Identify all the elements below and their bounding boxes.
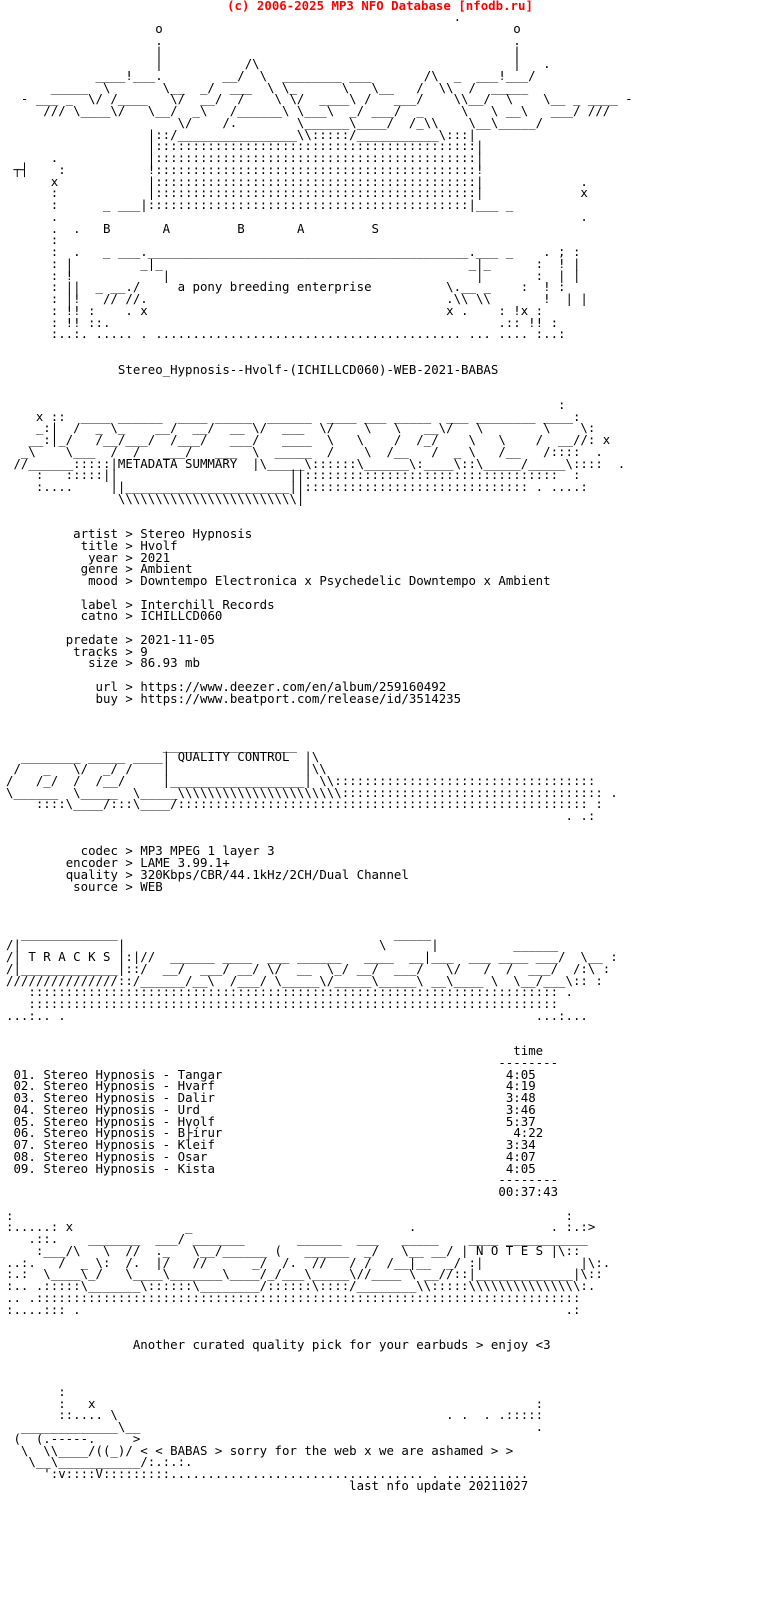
track-list (6, 1066, 633, 1176)
nfo-document: . o o . . | | | /\ | . ____!___. __/ \ ________ ___ /\ _ ___!___/ _____ \ \__ _/ ___ \ \_ \ \__ / \\ / _____ - ___ _ \/ /____ \/ __/ / \ \/ ____\ / ___/ \\__/ \ \__ _ ____ - /// \____\/ \__/ _\ /______\ \___\ _/ ___/ _ \ \ __\ ___/ /// \/ /. \______\____/ /_\\ \__\_____/ |::/________________\\:::::/___________\:::| |:::::::::::::::::::::::::::::::::::::::::::| . |:::::::::::::::::::::::::::::::::::::::::::| ┬┤ : !:::::::::::::::::::::::::::::::::::::::::::! x |:::::::::::::::::::::::::::::::::::::::::::| . : |:::::::::::::::::::::::::::::::::::::::::::| x : _ ___|:::::::::::::::::::::::::::::::::::::::::::|___ _ . . . . B A B A S : : . _ ___.___________________________________________.___ _ . ; : : | _|_ _|_ : ! | : ! | | : | | : || _ __./ a pony breeding enterprise \.__ _ : ! : : |! // //. .\\ \\ ! | | : !! : . x x . : !x : : !! ::. .:: !! : :..:. ..... . ......................................... ... .... :..: Stereo_Hypnosis--Hvolf-(ICHILLCD060)-WEB-2021-BABAS : x :: ____ ______ ____ _____ ______ ____ ___ _____ ___ ________ ____: _:| / _ \_ __/ __/ __ \/ ___ \/ \ \ __\/ \ \ \: __:|_/ /__/___/ /___/ ___/ ____ \ \ / /_/ \ \ / __//: x _\ \___ / / ___/ ___ \ _____ / \ /__ / _ \ /__ /:::: . //______:::::|METADATA SUMMARY |\_____\::::::\______\:____\::\_____/_____\:::: . : :::::|| ||:::::::::::::::::::::::::::::::::: : :.... ||______________________||:::::::::::::::::::::::::::::: . ....: \\\\\\\\\\\\\\\\\\\\\\\\| artist > Stereo Hypnosis title > Hvolf year > 2021 genre > Ambient mood > Downtempo Electronica x Psychedelic Downtempo x Ambient label > Interchill Records catno > ICHILLCD060 predate > 2021-11-05 tracks > 9 size > 86.93 mb url > https://www.deezer.com/en/album/259160492 buy > https://www.beatport.com/release/id/3514235 __________________ ________ _____ ____| QUALITY CONTROL |\ / _ \/ _/ / | |\\ / /_/ / /__/ |__________________| \\::::::::::::::::::::::::::::::::::: \______ \_____ \_____\\\\\\\\\\\\\\\\\\\\\\::::::::::::::::::::::::::::::::::: . ::::\____/:::\____/::::::::::::::::::::::::::::::::::::::::::::::::::::::: : . .: codec > MP3 MPEG 1 layer 3 encoder > LAME 3.99.1+ quality > 320Kbps/CBR/44.1kHz/2CH/Dual Channel source > WEB _____________ _____ /| | \ | ______ /| T R A C K S |:|// ______ ____ ___ ______ ____ __|___ ___ ____ ___/ \__ : /|_____________|::/ __/ ___/ __/ \/ __ \_/ __/ ___/ \/ / / ___/ /:\ : ///////////////::/______/__\ /___/ \_____\/_____\_____\ __\____ \ \__/___\:: : ::::::::::::::::::::::::::::::::::::::::::::::::::::::::::::::::::::::: . ::::::::::::::::::::::::::::::::::::::::::::::::::::::::::::::::::::::: ...:.. . ...:... time -------- 01. Stereo Hypnosis - Tangar 4:05 02. Stereo Hypnosis - Hvarf 4:19 03. Stereo Hypnosis - Dalir 3:48 04. Stereo Hypnosis - Urd 3:46 05. Stereo Hypnosis - Hvolf 5:37 06. Stereo Hypnosis - B├írur 4:22 07. Stereo Hypnosis - Kleif 3:34 08. Stereo Hypnosis - Osar 4:07 09. Stereo Hypnosis - Kista 4:05 -------- 00:37:43 : : :.....: x _ . . :.:> .::. _______ ___/ _______ ______ ___ _____ ____ ___________ :___/\ \ // ._ \__/______ ( ______ _/ \__ __/ | N O T E S |\:: ..:. / _ \: /. |/ // _/ /. // / / /__|__ _/ :| |\:. :.: \____\_/ \____\_______\____/_/___\_____\//____ \ __//::|_____________|\:: :.. .:::::\_______\::::::\________/::::::\::::/________\\:::::\\\\\\\\\\\\\\\:. .. .::::::::::::::::::::::::::::::::::::::::::::::::::::::::::::::::::::::::: :....::: . .: Another curated quality pick for your earbuds > enjoy <3 : : x : ::.... \ . . . .::::: _____________\__ . ( (.-----. > \ \\____/((_)/ < < BABAS > sorry for the web x we are ashamed > > \__\___________/:.:.:. ':v::::V:::::::::.................................. . ........... last nfo update 20211027 (6, 9, 633, 1493)
banner-letters: B A B A S (102, 220, 379, 236)
track-row: 06. Stereo Hypnosis - B├írur 4:22 (13, 1125, 544, 1141)
meta-row-predate: predate > 2021-11-05 (65, 631, 215, 647)
meta-row-buy: buy > https://www.beatport.com/release/id/3514235 (95, 690, 462, 706)
track-row: 09. Stereo Hypnosis - Kista 4:05 (13, 1160, 536, 1176)
total-time: 00:37:43 (498, 1184, 559, 1199)
metadata-section-title: METADATA SUMMARY (117, 455, 238, 471)
tracks-section-title: T R A C K S (28, 949, 111, 964)
meta-row-mood: mood > Downtempo Electronica x Psychedelic Downtempo x Ambient (88, 573, 551, 588)
meta-row-year: year > 2021 (88, 549, 171, 565)
track-row: 05. Stereo Hypnosis - Hvolf 5:37 (13, 1113, 536, 1129)
track-row: 02. Stereo Hypnosis - Hvarf 4:19 (13, 1078, 536, 1094)
quality-section-title: QUALITY CONTROL (177, 749, 290, 765)
banner-tagline: a pony breeding enterprise (177, 279, 372, 295)
quality-row-source: source > WEB (73, 878, 163, 894)
track-row: 08. Stereo Hypnosis - Osar 4:07 (13, 1148, 536, 1164)
track-row: 04. Stereo Hypnosis - Urd 3:46 (13, 1101, 536, 1117)
meta-row-genre: genre > Ambient (80, 561, 193, 577)
meta-row-url: url > https://www.deezer.com/en/album/259160492 (95, 678, 447, 694)
quality-row-encoder: encoder > LAME 3.99.1+ (65, 855, 230, 870)
last-update: last nfo update 20211027 (349, 1477, 529, 1493)
time-column-header: time (513, 1043, 544, 1058)
notes-section-title: N O T E S (475, 1242, 544, 1258)
meta-row-title: title > Hvolf (80, 537, 178, 553)
meta-row-catno: catno > ICHILLCD060 (80, 608, 223, 624)
quality-row-codec: codec > MP3 MPEG 1 layer 3 (80, 843, 275, 859)
ascii-art-top: . o o . . | | | /\ | . ____!___. __/ \ ________ ___ /\ _ ___!___/ _____ \ \__ _/ ___ \ \_ \ \__ / \\ / _____ - ___ _ \/ /____ \/ __/ / \ \/ ____\ / ___/ \\__/ \ \__ _ ____ - /// \____\/ \__/ _\ /______\ \___\ _/ ___/ _ \ \ __\ ___/ /// \/ /. \______\____/ /_\\ \__\_____/ |::/________________\\:::::/___________\:::| |:::::::::::::::::::::::::::::::::::::::::::| . |:::::::::::::::::::::::::::::::::::::::::::| ┬┤ : !:::::::::::::::::::::::::::::::::::::::::::! x |:::::::::::::::::::::::::::::::::::::::::::| . : |:::::::::::::::::::::::::::::::::::::::::::| x : _ ___|:::::::::::::::::::::::::::::::::::::::::::|___ _ . . . . (13, 9, 633, 236)
notes-text: Another curated quality pick for your earbuds > enjoy <3 (132, 1336, 551, 1352)
track-row: 03. Stereo Hypnosis - Dalir 3:48 (13, 1090, 536, 1105)
release-name: Stereo_Hypnosis--Hvolf-(ICHILLCD060)-WEB-2021-BABAS (117, 361, 499, 377)
meta-row-label: label > Interchill Records (80, 596, 275, 612)
track-row: 01. Stereo Hypnosis - Tangar 4:05 (13, 1066, 536, 1082)
meta-row-tracks: tracks > 9 (73, 643, 148, 659)
meta-row-size: size > 86.93 mb (88, 655, 200, 671)
meta-row-artist: artist > Stereo Hypnosis (73, 526, 253, 541)
footer-message: < < BABAS > sorry for the web x we are ashamed > > (140, 1442, 514, 1458)
track-row: 07. Stereo Hypnosis - Kleif 3:34 (13, 1137, 536, 1152)
quality-row-quality: quality > 320Kbps/CBR/44.1kHz/2CH/Dual Channel (65, 866, 409, 882)
site-header: (c) 2006-2025 MP3 NFO Database [nfodb.ru] (227, 0, 533, 13)
